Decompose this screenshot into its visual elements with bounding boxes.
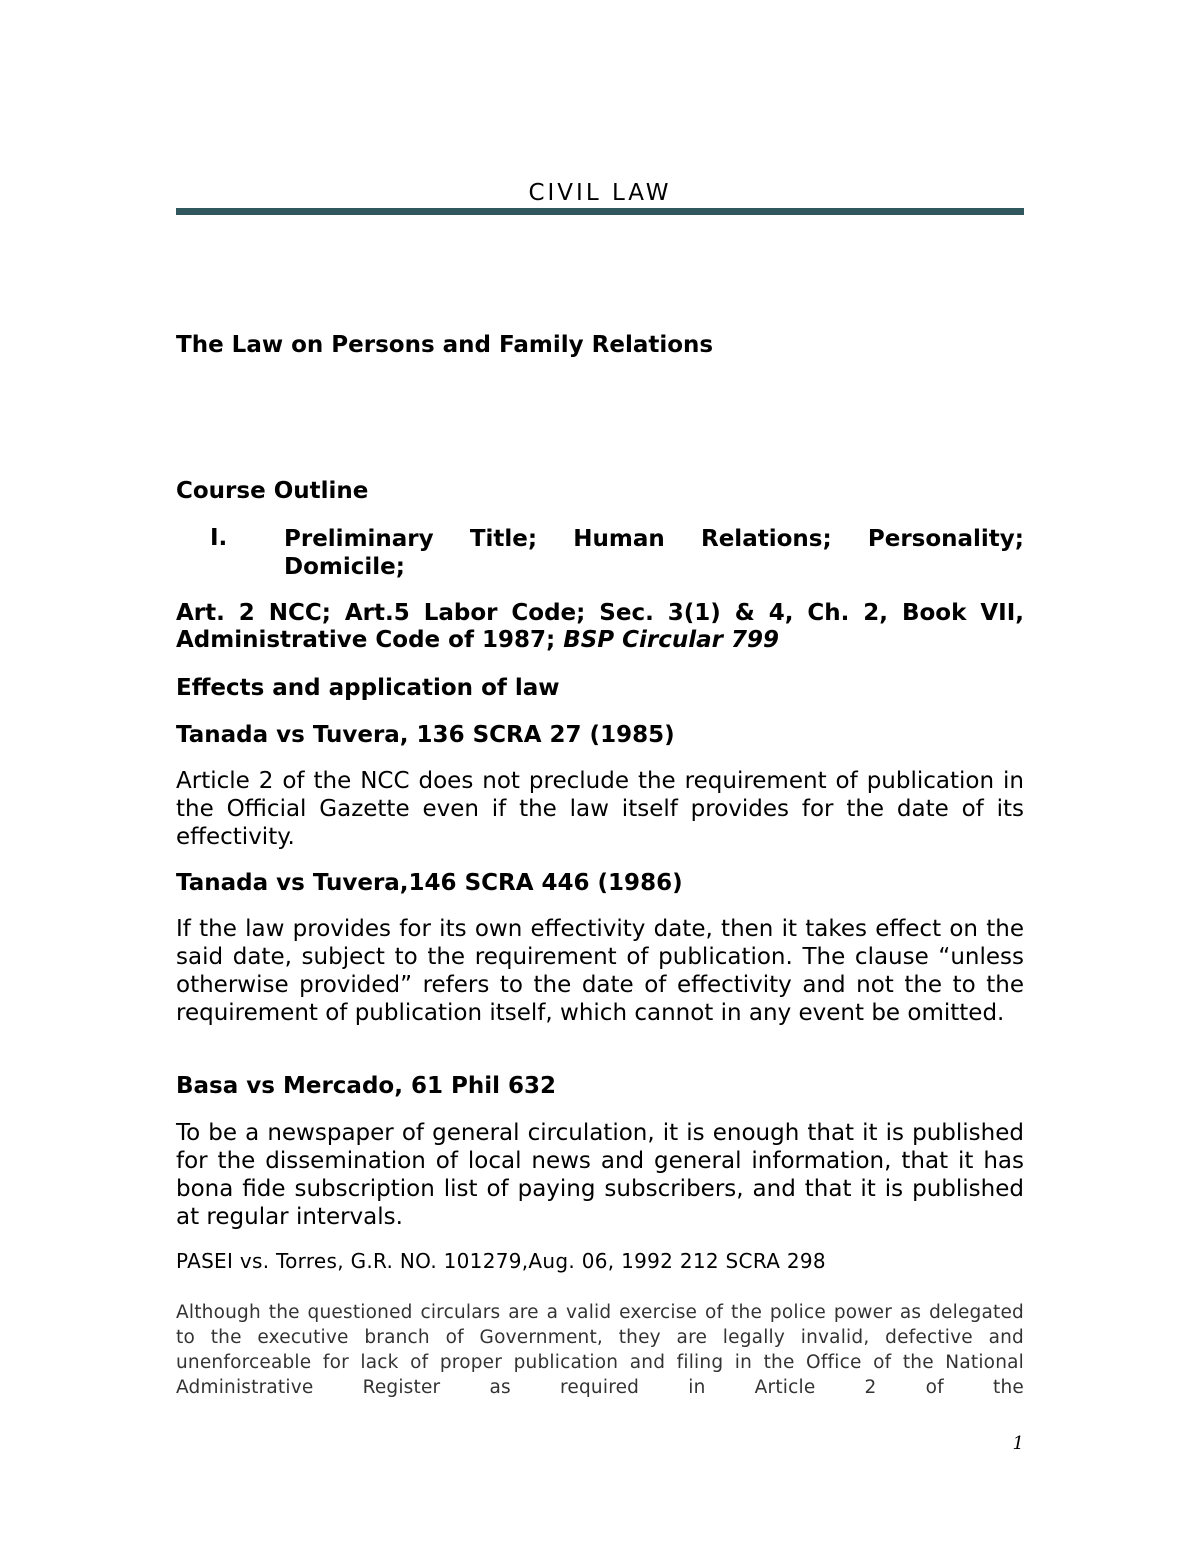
case-title: Tanada vs Tuvera,146 SCRA 446 (1986) (176, 870, 683, 896)
references-italic-text: BSP Circular 799 (563, 627, 780, 653)
outline-item-number: I. (210, 525, 228, 551)
document-title: CIVIL LAW (528, 180, 672, 206)
section-heading: Effects and application of law (176, 675, 560, 701)
outline-item-text: Preliminary Title; Human Relations; Personality; Domicile; (284, 526, 1024, 580)
case-title: PASEI vs. Torres, G.R. NO. 101279,Aug. 06, 1992 212 SCRA 298 (176, 1249, 826, 1273)
references-paragraph (176, 600, 1024, 654)
title-underline-rule (176, 208, 1024, 215)
case-summary: Although the questioned circulars are a valid exercise of the police power as delegated to the executive branch of Government, they are legally invalid, defective and unenforceable for lack of proper publication and filing in the Office of the National Administrative Register as required in Article 2 of the (176, 1302, 1024, 1398)
case-summary: Article 2 of the NCC does not preclude the requirement of publication in the Official Gazette even if the law itself provides for the date of its effectivity. (176, 768, 1024, 850)
case-summary: If the law provides for its own effectivity date, then it takes effect on the said date, subject to the requirement of publication. The clause “unless otherwise provided” refers to the date of effectivity and not the to the requirement of publication itself, which cannot in any event be omitted. (176, 916, 1024, 1026)
case-title: Tanada vs Tuvera, 136 SCRA 27 (1985) (176, 722, 675, 748)
course-outline-heading: Course Outline (176, 478, 369, 504)
references-text: Art. 2 NCC; Art.5 Labor Code; Sec. 3(1) & 4, Ch. 2, Book VII, Administrative Code of 1987; (176, 600, 1024, 653)
case-title: Basa vs Mercado, 61 Phil 632 (176, 1073, 556, 1099)
page-number: 1 (1012, 1433, 1024, 1454)
case-summary: To be a newspaper of general circulation, it is enough that it is published for the dissemination of local news and general information, that it has bona fide subscription list of paying subscribers, and that it is published at regular intervals. (176, 1120, 1024, 1230)
document-subtitle: The Law on Persons and Family Relations (176, 332, 714, 358)
